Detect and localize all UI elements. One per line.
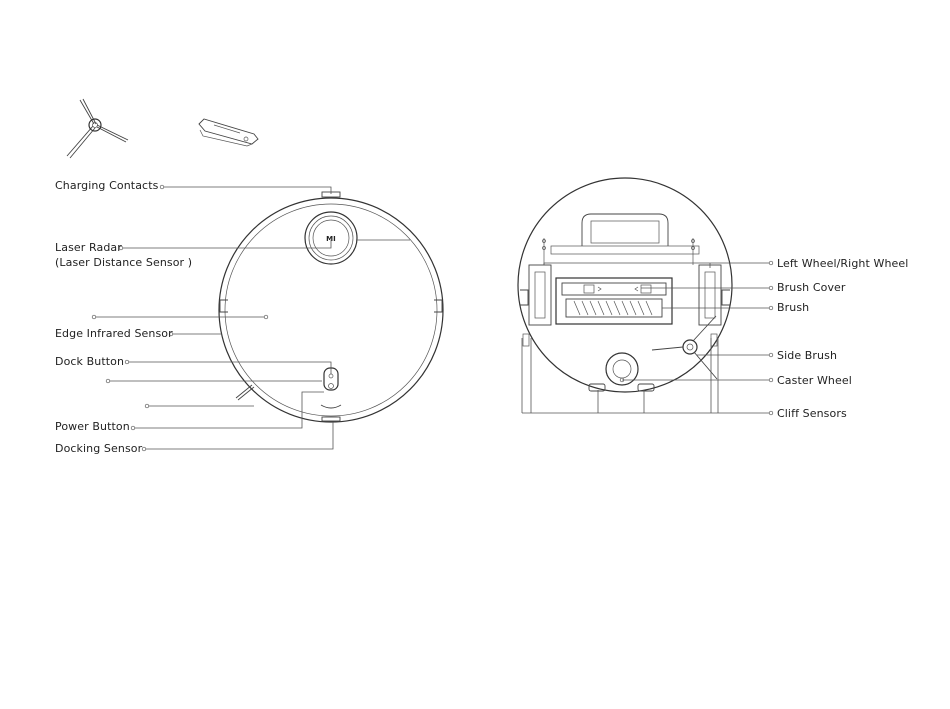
label-charging-contacts: Charging Contacts bbox=[55, 179, 159, 192]
label-caster-wheel: Caster Wheel bbox=[777, 374, 852, 387]
bottom-view-leader-lines bbox=[522, 261, 773, 415]
label-brush: Brush bbox=[777, 301, 810, 314]
label-edge-infrared-sensor: Edge Infrared Sensor bbox=[55, 327, 173, 340]
power-button[interactable] bbox=[329, 384, 334, 389]
cliff-sensor-windows bbox=[523, 334, 717, 391]
side-brush-bottom bbox=[652, 316, 717, 379]
docking-sensor-window bbox=[321, 405, 341, 408]
robot-bottom-view bbox=[518, 178, 732, 392]
label-left-right-wheel: Left Wheel/Right Wheel bbox=[777, 257, 909, 270]
cleaning-tool-accessory-icon bbox=[199, 119, 258, 146]
label-dock-button: Dock Button bbox=[55, 355, 125, 368]
side-brush-accessory-icon bbox=[67, 99, 128, 158]
side-brush-arm bbox=[236, 385, 254, 400]
label-power-button: Power Button bbox=[55, 420, 130, 433]
label-laser-radar: Laser Radar bbox=[55, 241, 122, 254]
dock-button[interactable] bbox=[329, 374, 333, 378]
dustbin-handle bbox=[582, 214, 668, 246]
label-laser-radar-sub: (Laser Distance Sensor ) bbox=[55, 256, 193, 269]
label-side-brush: Side Brush bbox=[777, 349, 838, 362]
left-wheel-well bbox=[529, 238, 551, 325]
brand-logo: MI bbox=[326, 235, 336, 243]
label-cliff-sensors: Cliff Sensors bbox=[777, 407, 847, 420]
label-docking-sensor: Docking Sensor bbox=[55, 442, 143, 455]
front-bumper-window bbox=[322, 417, 340, 421]
robot-top-view bbox=[219, 192, 443, 422]
right-wheel-well bbox=[693, 238, 721, 325]
main-brush bbox=[566, 299, 662, 317]
label-brush-cover: Brush Cover bbox=[777, 281, 846, 294]
